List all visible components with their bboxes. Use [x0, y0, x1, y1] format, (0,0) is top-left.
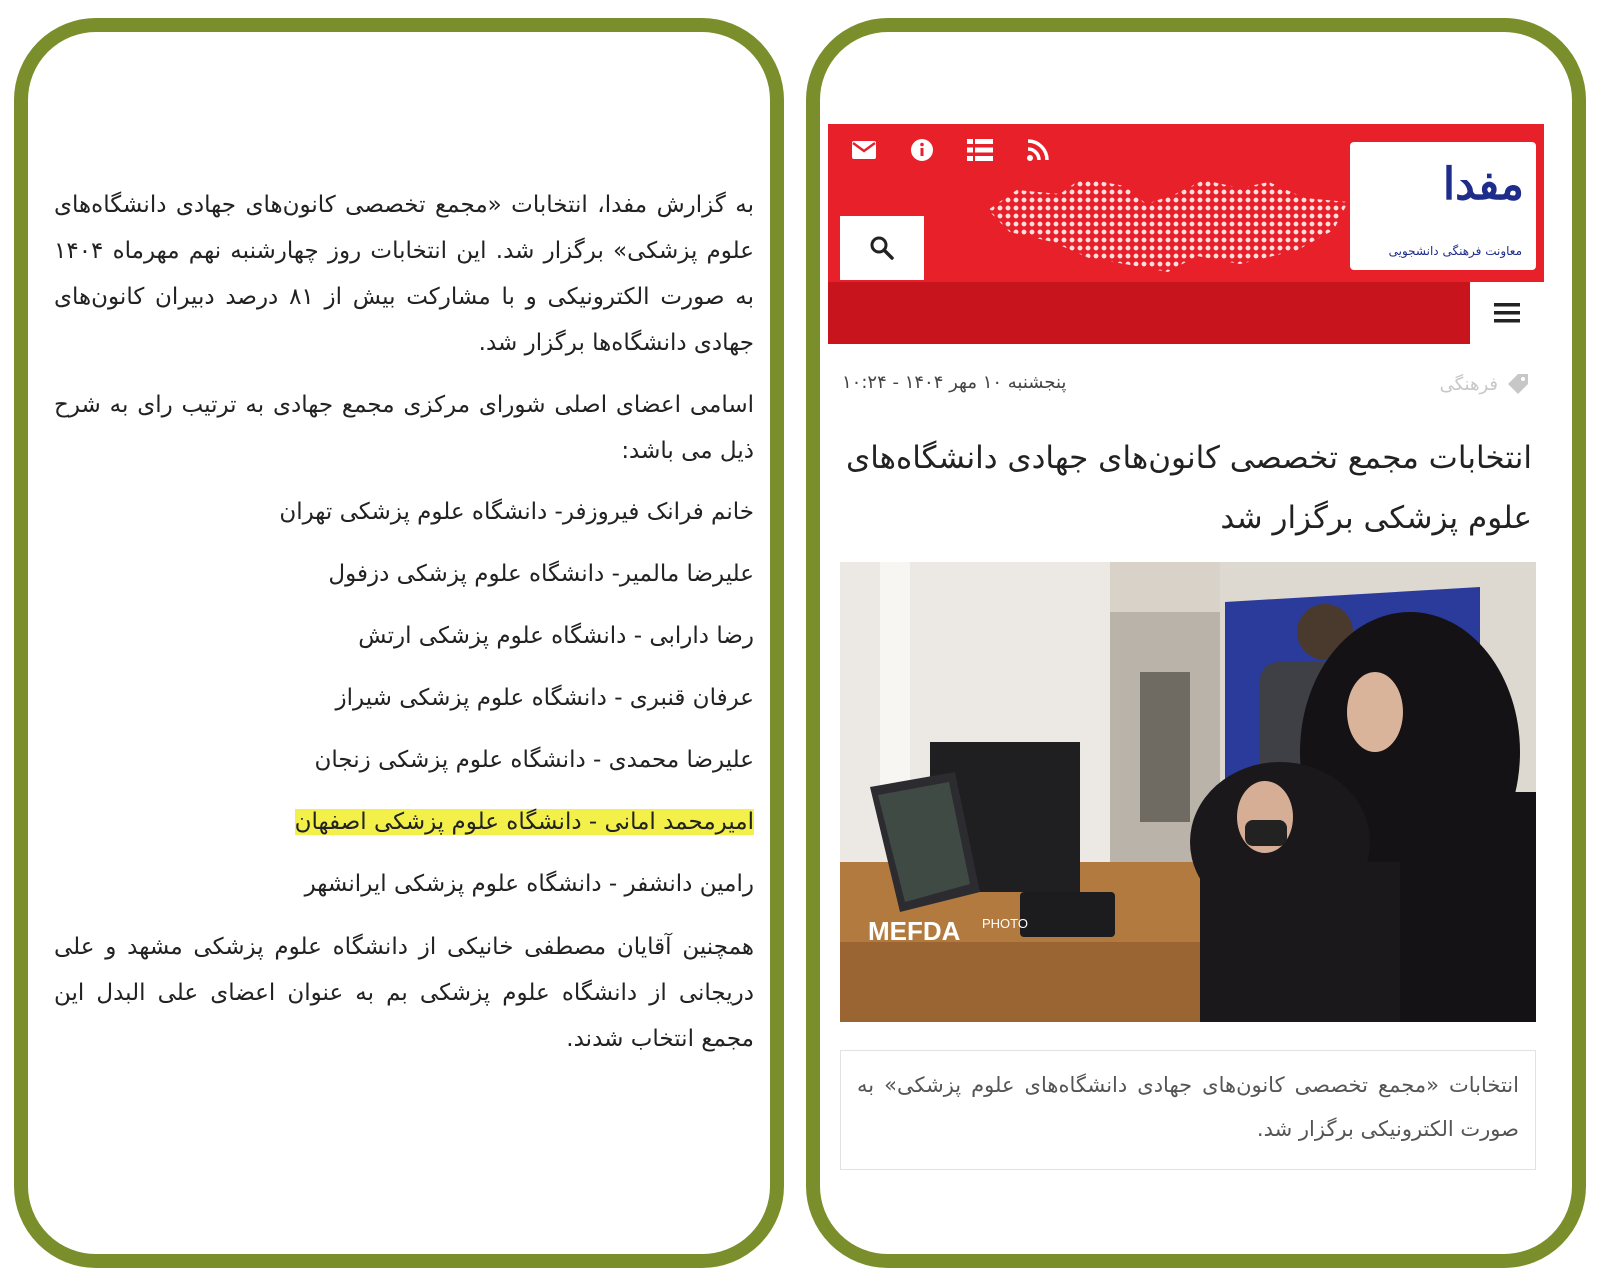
logo-subtitle: معاونت فرهنگی دانشجویی: [1388, 244, 1522, 258]
mail-icon[interactable]: [850, 136, 878, 164]
category-link[interactable]: [1440, 372, 1530, 396]
photo-watermark: MEFDA: [868, 916, 961, 946]
article-title: انتخابات مجمع تخصصی کانون‌های جهادی دانشگاه‌های علوم پزشکی برگزار شد: [845, 440, 1532, 536]
member-item: رامین دانشفر - دانشگاه علوم پزشکی ایرانشهر: [304, 871, 754, 897]
right-phone-frame: [806, 18, 1586, 1268]
header-icon-bar: [850, 136, 1052, 164]
article-intro: به گزارش مفدا، انتخابات «مجمع تخصصی کانون‌های جهادی دانشگاه‌های علوم پزشکی» برگزار شد. این انتخابات روز چهارشنبه نهم مهرماه ۱۴۰۴ به صورت الکترونیکی و با مشارکت بیش از ۸۱ درصد دبیران کانون‌های جهادی دانشگاه‌ها برگزار شد.: [54, 192, 754, 356]
hamburger-menu-icon: [1494, 302, 1520, 324]
article-date: پنجشنبه ۱۰ مهر ۱۴۰۴ - ۱۰:۲۴: [842, 372, 1067, 393]
member-item-highlighted: [54, 800, 754, 844]
category-label: فرهنگی: [1439, 373, 1498, 395]
search-button[interactable]: [840, 216, 924, 280]
member-item: رضا دارابی - دانشگاه علوم پزشکی ارتش: [358, 623, 754, 649]
left-phone-frame: [14, 18, 784, 1268]
member-item: خانم فرانک فیروزفر- دانشگاه علوم پزشکی تهران: [279, 499, 754, 525]
info-icon[interactable]: [908, 136, 936, 164]
member-item: علیرضا محمدی - دانشگاه علوم پزشکی زنجان: [314, 747, 754, 773]
article-body: [54, 182, 754, 1078]
site-logo[interactable]: [1350, 142, 1536, 270]
photo-watermark-sub: PHOTO: [982, 916, 1028, 931]
member-item: علیرضا مالمیر- دانشگاه علوم پزشکی دزفول: [328, 561, 754, 587]
article-lead: انتخابات «مجمع تخصصی کانون‌های جهادی دانشگاه‌های علوم پزشکی» به صورت الکترونیکی برگزار شد.: [840, 1050, 1536, 1170]
dotted-map-graphic: [988, 172, 1348, 272]
article-photo: [840, 562, 1536, 1022]
tag-icon: [1506, 372, 1530, 396]
alternates-text: همچنین آقایان مصطفی خانیکی از دانشگاه علوم پزشکی مشهد و علی دریجانی از دانشگاه علوم پزشکی بم به عنوان اعضای علی البدل این مجمع انتخاب شدند.: [54, 934, 754, 1052]
logo-text: مفدا: [1442, 159, 1524, 210]
search-icon: [869, 235, 895, 261]
rss-icon[interactable]: [1024, 136, 1052, 164]
article-meta: [842, 372, 1530, 406]
list-icon[interactable]: [966, 136, 994, 164]
hamburger-menu-button[interactable]: [1470, 282, 1544, 344]
member-item: عرفان قنبری - دانشگاه علوم پزشکی شیراز: [335, 685, 754, 711]
members-intro: اسامی اعضای اصلی شورای مرکزی مجمع جهادی به ترتیب رای به شرح ذیل می باشد:: [54, 392, 754, 464]
nav-bar: [828, 282, 1544, 344]
site-header: [828, 124, 1544, 282]
highlighted-text: امیرمحمد امانی - دانشگاه علوم پزشکی اصفهان: [294, 809, 754, 835]
